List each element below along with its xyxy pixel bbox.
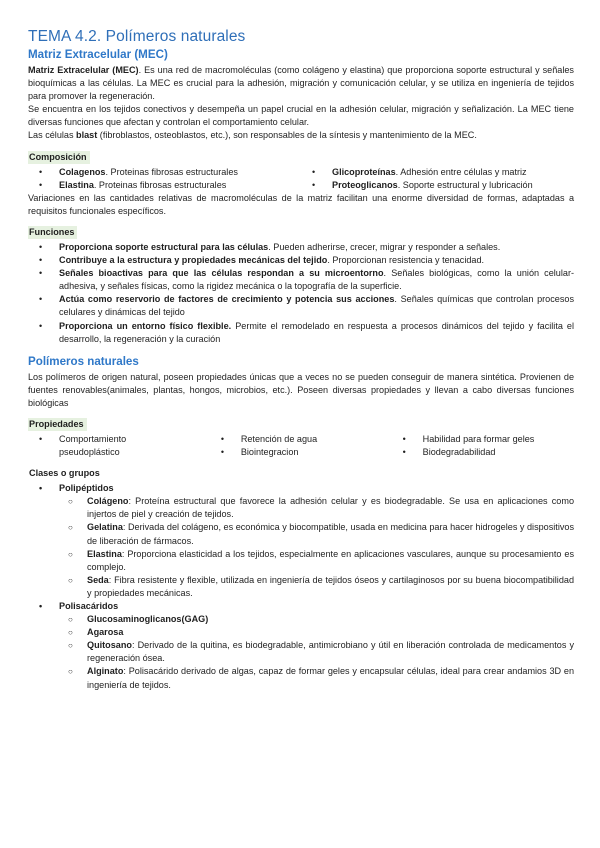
circle-bullet-icon: ○ [68,628,73,638]
funciones-heading: Funciones [28,226,77,239]
list-item: • Proporciona soporte estructural para las células. Pueden adherirse, crecer, migrar y responder a señales. [28,241,574,254]
list-item: • Comportamiento pseudoplástico [39,433,127,458]
polipeptidos-list [28,495,574,600]
list-item: • Contribuye a la estructura y propiedades mecánicas del tejido. Proporcionan resistencia y tenacidad. [28,254,574,267]
list-item: ○ Alginato: Polisacárido derivado de algas, capaz de formar geles y encapsular células, ideal para crear andamios 3D en ingeniería de tejidos. [68,666,574,690]
list-item: • Colagenos. Proteinas fibrosas estructurales [28,166,301,179]
list-item: ○ Colágeno: Proteína estructural que favorece la adhesión celular y es biodegradable. Se usa en aplicaciones como injertos de piel y creación de tejidos. [68,496,574,520]
bullet-icon: • [39,483,43,494]
bullet-icon: • [312,179,316,190]
circle-bullet-icon: ○ [68,667,73,677]
circle-bullet-icon: ○ [68,641,73,651]
mec-paragraph-2: Se encuentra en los tejidos conectivos y desempeña un papel crucial en la adhesión celular, migración y señalización. La MEC tiene diversas funciones que afectan y controlan el comportamiento celular. [28,104,574,128]
composicion-heading: Composición [28,151,90,164]
circle-bullet-icon: ○ [68,549,73,559]
bullet-icon: • [39,268,43,279]
bullet-icon: • [39,241,43,252]
bullet-icon: • [402,447,406,458]
list-item: ○ Quitosano: Derivado de la quitina, es biodegradable, antimicrobiano y útil en liberación controlada de medicamentos y regeneración ósea. [68,640,574,664]
mec-paragraph-1: Matriz Extracelular (MEC). Es una red de macromoléculas (como colágeno y elastina) que proporciona soporte estructural y señales bioquímicas a las células. La MEC es crucial para la adhesión, migración y comunicación celular, y se utiliza en ingeniería de tejidos para promover la regeneración. [28,65,574,102]
list-item: • Habilidad para formar geles [392,433,574,446]
list-item: • Señales bioactivas para que las células respondan a su microentorno. Señales biológicas, como la unión celular-adhesiva, y señales físicas, como la rigidez mecánica o la topografía de la superficie. [39,268,574,292]
list-item: ○ Agarosa [28,626,574,639]
list-item: • Biodegradabilidad [392,446,574,459]
circle-bullet-icon: ○ [68,523,73,533]
mec-heading: Matriz Extracelular (MEC) [28,48,168,61]
list-item: ○ Elastina: Proporciona elasticidad a los tejidos, especialmente en aplicaciones vasculares, aunque su procesamiento es complejo. [68,548,574,572]
bullet-icon: • [220,447,224,458]
blast-term: blast [76,130,98,141]
polimeros-heading: Polímeros naturales [28,354,139,368]
list-item: • Glicoproteínas. Adhesión entre células y matriz [301,166,574,179]
mec-paragraph-3: Las células blast (fibroblastos, osteoblastos, etc.), son responsables de la síntesis y mantenimiento de la MEC. [28,130,477,141]
list-item: • Proporciona un entorno físico flexible. Permite el remodelado en respuesta a procesos dinámicos del tejido y facilita el desarrollo, la regeneración y la curación [39,320,574,344]
funciones-list [28,241,574,346]
list-item: ○ Seda: Fibra resistente y flexible, utilizada en ingeniería de tejidos óseos y cartilaginosos por su buena biocompatibilidad y propiedades mecánicas. [68,574,574,598]
circle-bullet-icon: ○ [68,497,73,507]
list-item: • Actúa como reservorio de factores de crecimiento y potencia sus acciones. Señales químicas que controlan procesos celulares y dinámicas del tejido [39,294,574,318]
circle-bullet-icon: ○ [68,615,73,625]
list-item: • Retención de agua [210,433,392,446]
bullet-icon: • [39,166,43,177]
bullet-icon: • [39,433,43,444]
polimeros-paragraph: Los polímeros de origen natural, poseen propiedades únicas que a veces no se pueden conseguir de manera sintética. Provienen de fuentes renovables(animales, plantas, hongos, microbios, etc.). Poseen diversas propiedades y llevan a cabo diversas funciones biológicas [28,371,574,408]
bullet-icon: • [39,179,43,190]
composicion-list [28,166,574,192]
bullet-icon: • [402,433,406,444]
polipeptidos-group: • Polipéptidos [28,482,574,495]
list-item: • Biointegracion [210,446,392,459]
propiedades-heading: Propiedades [28,418,87,431]
polisacaridos-list [28,613,574,692]
clases-heading: Clases o grupos [29,468,100,479]
list-item: ○ Gelatina: Derivada del colágeno, es económica y biocompatible, usada en medicina para hacer hidrogeles y dispositivos de liberación de fármacos. [68,522,574,546]
bullet-icon: • [39,320,43,331]
bullet-icon: • [220,433,224,444]
circle-bullet-icon: ○ [68,575,73,585]
bullet-icon: • [39,601,43,611]
bullet-icon: • [39,255,43,266]
list-item: • Proteoglicanos. Soporte estructural y lubricación [301,179,574,192]
polisacaridos-group: • Polisacáridos [28,600,574,613]
composicion-note: Variaciones en las cantidades relativas de macromoléculas de la matriz facilitan una enorme diversidad de formas, adaptadas a requisitos funcionales específicos. [28,192,574,216]
propiedades-list [28,433,574,459]
bullet-icon: • [39,294,43,305]
bullet-icon: • [312,166,316,177]
list-item: ○ Glucosaminoglicanos(GAG) [28,613,574,626]
page-title: TEMA 4.2. Polímeros naturales [28,28,246,45]
list-item: • Elastina. Proteinas fibrosas estructurales [28,179,301,192]
mec-term: Matriz Extracelular (MEC) [28,65,139,75]
